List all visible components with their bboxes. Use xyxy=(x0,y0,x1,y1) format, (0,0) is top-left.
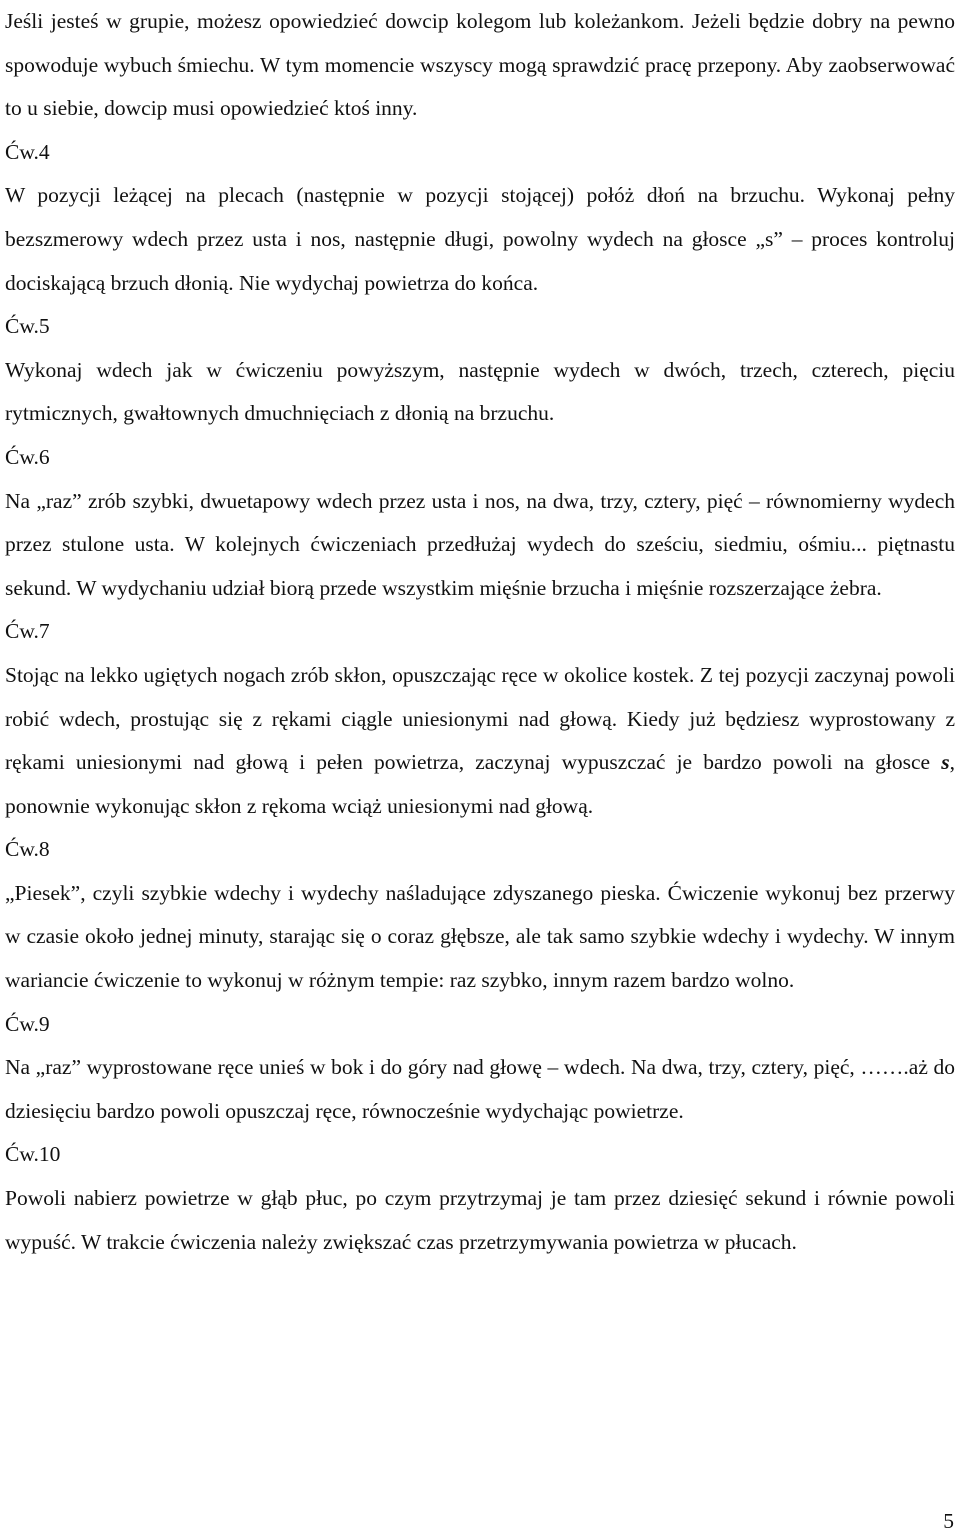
exercise-7-text xyxy=(5,654,955,828)
exercise-8-label: Ćw.8 xyxy=(5,837,50,862)
exercise-7-text-part-2: , ponownie wykonując skłon z rękoma wciąż uniesionymi nad głową. xyxy=(5,750,955,818)
exercise-10-label: Ćw.10 xyxy=(5,1142,61,1167)
document-page xyxy=(5,0,955,1264)
exercise-7-label: Ćw.7 xyxy=(5,619,50,644)
exercise-7-text-part-1: Stojąc na lekko ugiętych nogach zrób skłon, opuszczając ręce w okolice kostek. Z tej pozycji zaczynaj powoli robić wdech, prostując się z rękami ciągle uniesionymi nad głową. Kiedy już będziesz wyprostowany z rękami uniesionymi nad głową i pełen powietrza, zaczynaj wypuszczać je bardzo powoli na głosce xyxy=(5,662,955,775)
exercise-4-label: Ćw.4 xyxy=(5,139,50,164)
exercise-6-label: Ćw.6 xyxy=(5,444,50,469)
exercise-9-text: Na „raz” wyprostowane ręce unieś w bok i do góry nad głowę – wdech. Na dwa, trzy, cztery, pięć, …….aż do dziesięciu bardzo powoli opuszczaj ręce, równocześnie wydychając powietrze. xyxy=(5,1055,955,1123)
intro-paragraph: Jeśli jesteś w grupie, możesz opowiedzieć dowcip kolegom lub koleżankom. Jeżeli będzie dobry na pewno spowoduje wybuch śmiechu. W tym momencie wszyscy mogą sprawdzić pracę przepony. Aby zaobserwować to u siebie, dowcip musi opowiedzieć ktoś inny. xyxy=(5,9,955,121)
exercise-5-label: Ćw.5 xyxy=(5,314,50,339)
exercise-6-text: Na „raz” zrób szybki, dwuetapowy wdech przez usta i nos, na dwa, trzy, cztery, pięć – równomierny wydech przez stulone usta. W kolejnych ćwiczeniach przedłużaj wydech do sześciu, siedmiu, ośmiu... piętnastu sekund. W wydychaniu udział biorą przede wszystkim mięśnie brzucha i mięśnie rozszerzające żebra. xyxy=(5,488,955,600)
page-number: 5 xyxy=(943,1509,954,1533)
exercise-8-text: „Piesek”, czyli szybkie wdechy i wydechy naśladujące zdyszanego pieska. Ćwiczenie wykonuj bez przerwy w czasie około jednej minuty, starając się o coraz głębsze, ale tak samo szybkie wdechy i wydechy. W innym wariancie ćwiczenie to wykonuj w różnym tempie: raz szybko, innym razem bardzo wolno. xyxy=(5,880,955,993)
exercise-10-text: Powoli nabierz powietrze w głąb płuc, po czym przytrzymaj je tam przez dziesięć sekund i równie powoli wypuść. W trakcie ćwiczenia należy zwiększać czas przetrzymywania powietrza w płucach. xyxy=(5,1186,955,1254)
exercise-7-emphasis: s xyxy=(941,750,950,775)
exercise-9-label: Ćw.9 xyxy=(5,1011,50,1036)
exercise-4-text: W pozycji leżącej na plecach (następnie w pozycji stojącej) połóż dłoń na brzuchu. Wykonaj pełny bezszmerowy wdech przez usta i nos, następnie długi, powolny wydech na głosce „s” – proces kontroluj dociskającą brzuch dłonią. Nie wydychaj powietrza do końca. xyxy=(5,183,955,295)
exercise-5-text: Wykonaj wdech jak w ćwiczeniu powyższym, następnie wydech w dwóch, trzech, czterech, pięciu rytmicznych, gwałtownych dmuchnięciach z dłonią na brzuchu. xyxy=(5,357,955,426)
